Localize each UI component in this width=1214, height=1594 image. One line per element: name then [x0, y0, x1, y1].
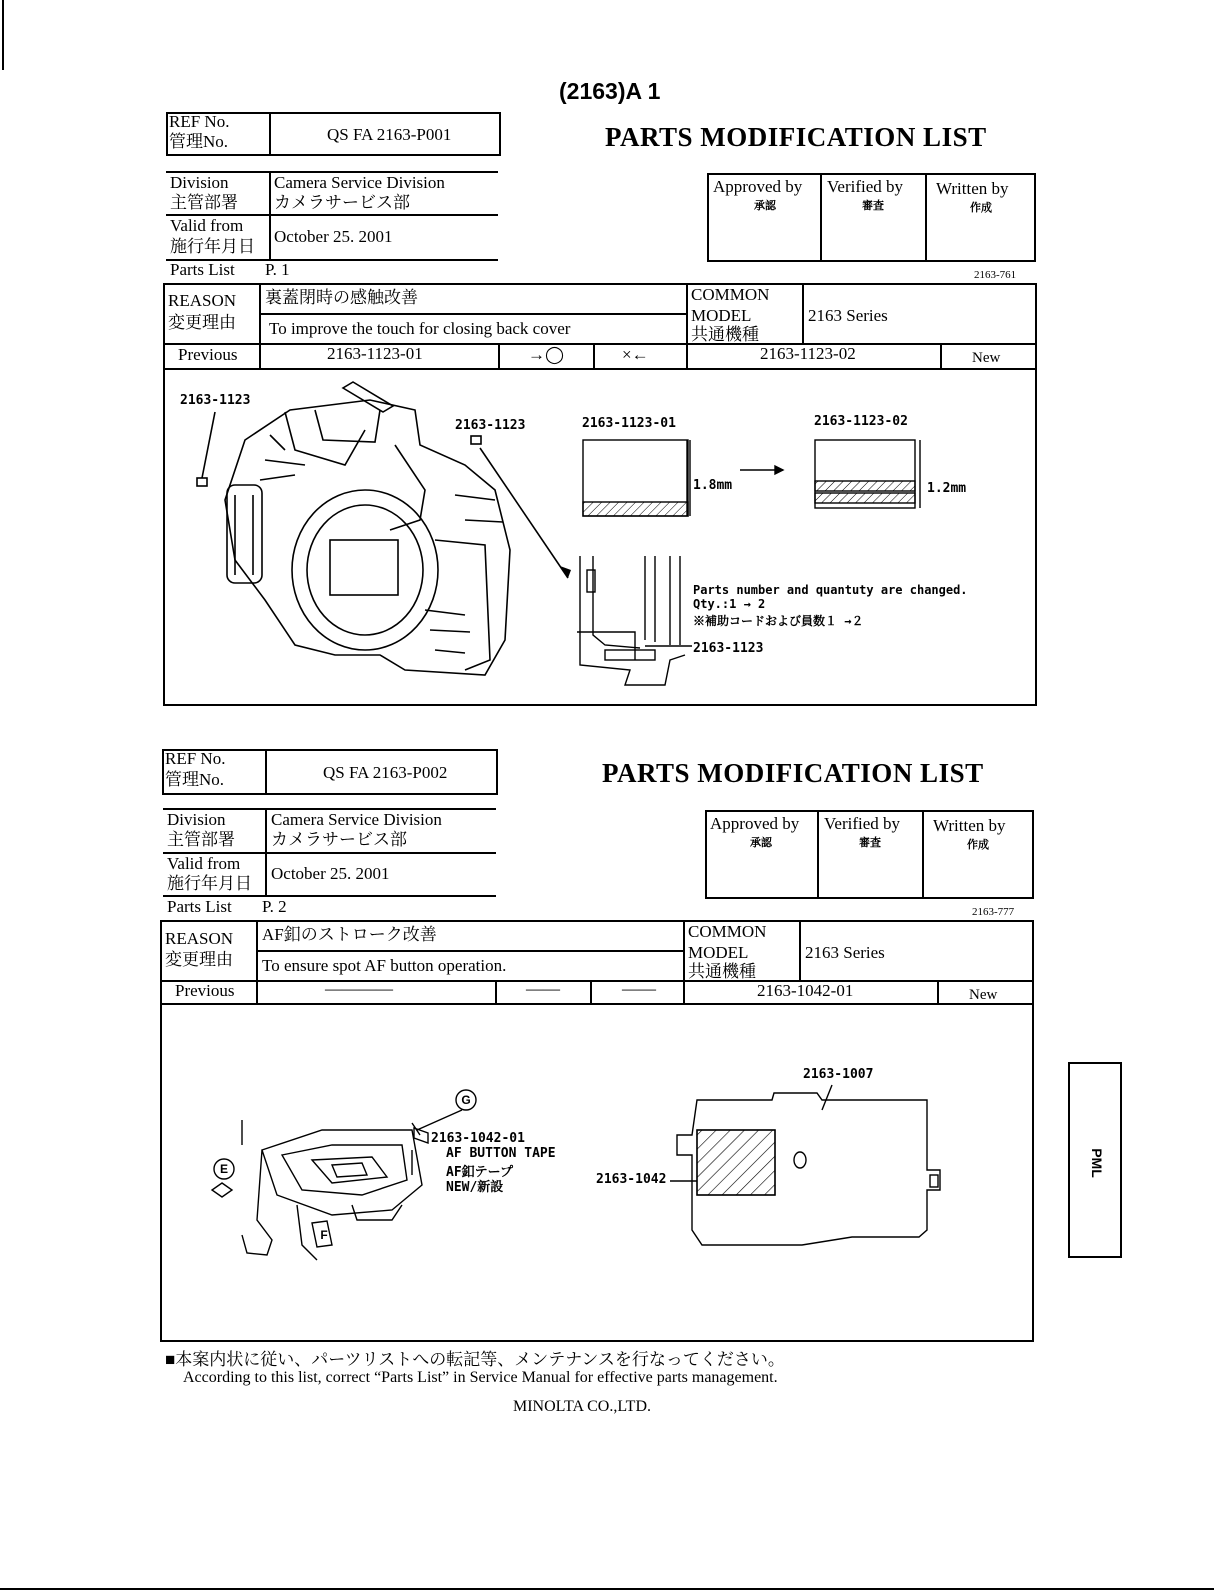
valid-label-jp: 施行年月日 — [167, 874, 252, 893]
reason-mid-rule — [256, 950, 684, 952]
verified-by-jp: 審査 — [862, 200, 884, 212]
written-by-jp: 作成 — [967, 839, 989, 851]
approval-divider-1 — [817, 810, 819, 899]
previous-label: Previous — [178, 345, 238, 364]
change-note-qty: Qty.:1 → 2 — [693, 597, 766, 611]
division-divider — [265, 808, 267, 895]
tape-name-en: AF BUTTON TAPE — [446, 1146, 556, 1161]
company-name: MINOLTA CO.,LTD. — [513, 1398, 651, 1415]
reason-text-en: To improve the touch for closing back cover — [269, 319, 571, 338]
approval-divider-1 — [820, 173, 822, 262]
ref-divider — [269, 112, 271, 156]
page-header: (2163)A 1 — [559, 78, 661, 104]
new-divider — [940, 343, 942, 368]
new-part: 2163-1123-02 — [760, 344, 856, 363]
reason-text-en: To ensure spot AF button operation. — [262, 956, 507, 975]
prev-divider-1 — [495, 980, 497, 1003]
previous-part: ———— — [325, 979, 393, 998]
division-divider — [269, 171, 271, 259]
callout-f: F — [320, 1228, 328, 1242]
verified-by-label: Verified by — [824, 814, 901, 833]
new-divider — [937, 980, 939, 1003]
new-part-label: 2163-1123-02 — [814, 414, 908, 429]
compat-forward: —— — [526, 979, 560, 998]
valid-value: October 25. 2001 — [274, 227, 393, 246]
side-callout: 2163-1042 — [596, 1172, 667, 1187]
new-label: New — [972, 350, 1001, 366]
ref-label-jp: 管理No. — [165, 770, 225, 789]
model-value: 2163 Series — [805, 943, 885, 962]
reason-divider — [259, 283, 261, 368]
division-value-en: Camera Service Division — [274, 173, 445, 192]
ref-value: QS FA 2163-P002 — [323, 763, 448, 782]
tape-name-jp: AF釦テープ — [446, 1165, 514, 1180]
ref-label-en: REF No. — [165, 749, 226, 768]
part-num-callout: 2163-1042-01 — [431, 1131, 525, 1146]
prev-divider-2 — [593, 343, 595, 368]
approval-divider-2 — [922, 810, 924, 899]
tape-new-label: NEW/新設 — [446, 1180, 504, 1195]
side-tab-label: PML — [1088, 1148, 1105, 1178]
sheet-title: PARTS MODIFICATION LIST — [602, 758, 984, 788]
ref-label-en: REF No. — [169, 112, 230, 131]
new-part: 2163-1042-01 — [757, 981, 854, 1000]
callout-e: E — [219, 1162, 229, 1176]
reason-label-en: REASON — [168, 291, 237, 310]
division-value-jp: カメラサービス部 — [274, 193, 410, 212]
division-label-en: Division — [170, 173, 229, 192]
af-button-drawing — [162, 1005, 1032, 1340]
parts-list-page: P. 1 — [265, 260, 290, 279]
reason-text-jp: AF釦のストローク改善 — [262, 925, 437, 944]
callout-mid: 2163-1123 — [455, 418, 526, 433]
parts-list-page: P. 2 — [262, 897, 287, 916]
reason-label-jp: 変更理由 — [165, 950, 233, 969]
valid-value: October 25. 2001 — [271, 864, 390, 883]
common-divider — [683, 920, 685, 1003]
division-label-jp: 主管部署 — [167, 830, 235, 849]
scan-edge-mark — [2, 0, 4, 70]
division-label-en: Division — [167, 810, 226, 829]
footer-note-en: According to this list, correct “Parts List” in Service Manual for effective parts management. — [183, 1369, 778, 1386]
prev-divider-1 — [498, 343, 500, 368]
previous-label: Previous — [175, 981, 235, 1000]
doc-code: 2163-777 — [972, 906, 1015, 918]
reason-label-en: REASON — [165, 929, 234, 948]
compat-forward: →◯ — [528, 345, 565, 364]
top-callout: 2163-1007 — [803, 1067, 874, 1082]
camera-body-drawing — [165, 370, 1035, 705]
verified-by-jp: 審査 — [859, 837, 881, 849]
change-note-jp: ※補助コードおよび員数１ →２ — [693, 614, 864, 628]
model-divider — [802, 283, 804, 343]
doc-code: 2163-761 — [974, 269, 1017, 281]
reason-label-jp: 変更理由 — [168, 313, 236, 332]
written-by-label: Written by — [933, 816, 1006, 835]
reason-divider — [256, 920, 258, 1003]
valid-label-en: Valid from — [167, 854, 241, 873]
ref-value: QS FA 2163-P001 — [327, 125, 452, 144]
ref-label-jp: 管理No. — [169, 132, 229, 151]
division-value-en: Camera Service Division — [271, 810, 442, 829]
parts-list-label: Parts List — [170, 260, 235, 279]
approved-by-jp: 承認 — [754, 200, 776, 212]
bottom-callout: 2163-1123 — [693, 641, 764, 656]
common-label: COMMON — [688, 922, 767, 941]
old-dimension: 1.8mm — [693, 478, 733, 493]
approval-divider-2 — [925, 173, 927, 262]
ref-divider — [265, 749, 267, 795]
callout-g: G — [461, 1093, 471, 1107]
division-label-jp: 主管部署 — [170, 193, 238, 212]
sheet-title: PARTS MODIFICATION LIST — [605, 122, 987, 152]
model-divider — [799, 920, 801, 980]
written-by-jp: 作成 — [970, 202, 992, 214]
approved-by-label: Approved by — [710, 814, 800, 833]
division-value-jp: カメラサービス部 — [271, 830, 407, 849]
old-part-label: 2163-1123-01 — [582, 416, 676, 431]
new-label: New — [969, 987, 998, 1003]
callout-left: 2163-1123 — [180, 393, 251, 408]
parts-list-label: Parts List — [167, 897, 232, 916]
common-divider — [686, 283, 688, 368]
reason-mid-rule — [259, 313, 687, 315]
model-label: MODEL — [688, 943, 749, 962]
approved-by-label: Approved by — [713, 177, 803, 196]
compat-backward: —— — [622, 979, 656, 998]
valid-label-jp: 施行年月日 — [170, 237, 255, 256]
reason-bottom-rule — [163, 343, 1037, 345]
new-dimension: 1.2mm — [927, 481, 967, 496]
common-model-jp: 共通機種 — [691, 325, 759, 344]
reason-text-jp: 裏蓋閉時の感触改善 — [265, 288, 418, 307]
prev-divider-2 — [590, 980, 592, 1003]
approved-by-jp: 承認 — [750, 837, 772, 849]
verified-by-label: Verified by — [827, 177, 904, 196]
common-model-jp: 共通機種 — [688, 962, 756, 981]
reason-bottom-rule — [160, 980, 1034, 982]
change-note-en: Parts number and quantuty are changed. — [693, 583, 968, 597]
compat-backward: ×← — [622, 345, 649, 364]
previous-part: 2163-1123-01 — [327, 344, 423, 363]
written-by-label: Written by — [936, 179, 1009, 198]
scan-bottom-edge — [0, 1588, 1214, 1590]
model-label: MODEL — [691, 306, 752, 325]
model-value: 2163 Series — [808, 306, 888, 325]
common-label: COMMON — [691, 285, 770, 304]
valid-label-en: Valid from — [170, 216, 244, 235]
footer-note-jp: ■本案内状に従い、パーツリストへの転記等、メンテナンスを行なってください。 — [165, 1350, 785, 1369]
